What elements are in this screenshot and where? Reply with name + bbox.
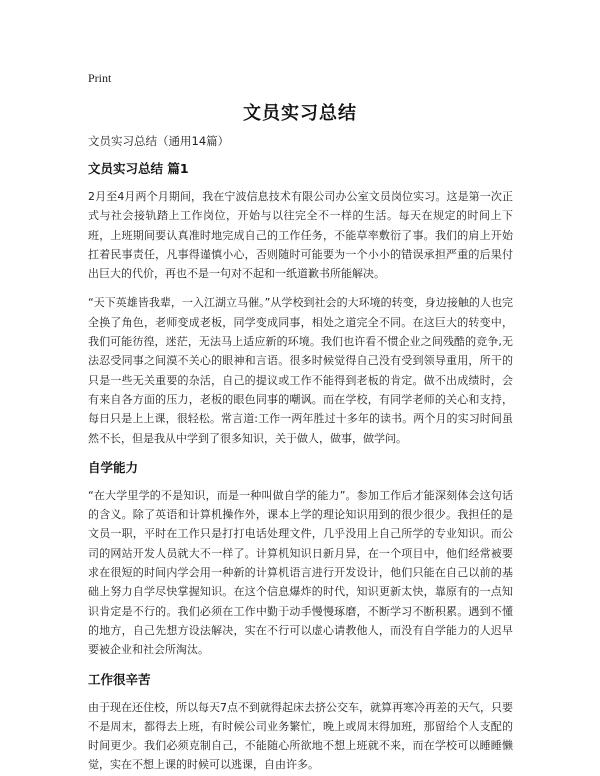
document-subtitle: 文员实习总结（通用14篇） [88,134,230,148]
page-title: 文员实习总结 [243,103,357,124]
print-link[interactable]: Print [88,71,112,85]
paragraph: “在大学里学的不是知识，而是一种叫做自学的能力”。参加工作后才能深刻体会这句话的含义。除了英语和计算机操作外，课本上学的理论知识用到的很少很少。我担任的是文员一职，平时在工作只是打打电话处理文件，几乎没用上自己所学的专业知识。而公司的网站开发人员就大不一样了。计算机知识日新月异，在一个项目中，他们经常被要求在很短的时间内学会用一种新的计算机语言进行开发设计，他们只能在自己以前的基础上努力自学尽快掌握知识。在这个信息爆炸的时代，知识更新太快，靠原有的一点知识肯定是不行的。我们必须在工作中勤于动手慢慢琢磨，不断学习不断积累。遇到不懂的地方，自己先想方设法解决，实在不行可以虚心请教他人，而没有自学能力的人迟早要被企业和社会所淘汰。 [88,488,513,657]
document-body [88,131,513,776]
section-heading: 自学能力 [88,459,139,475]
paragraph: “天下英雄皆我辈，一入江湖立马催。”从学校到社会的大环境的转变，身边接触的人也完全换了角色，老师变成老板，同学变成同事，相处之道完全不同。在这巨大的转变中，我们可能彷徨，迷茫，无法马上适应新的环境。我们也许看不惯企业之间残酷的竞争,无法忍受同事之间漠不关心的眼神和言语。很多时候觉得自己没有受到领导重用，所干的只是一些无关重要的杂活，自己的提议或工作不能得到老板的肯定。做不出成绩时，会有来自各方面的压力，老板的眼色同事的嘲讽。而在学校，有同学老师的关心和支持，每日只是上上课，很轻松。常言道:工作一两年胜过十多年的读书。两个月的实习时间虽然不长，但是我从中学到了很多知识，关于做人，做事，做学问。 [88,296,513,445]
section-heading: 工作很辛苦 [88,671,151,687]
section-heading: 文员实习总结 篇1 [88,161,189,176]
paragraph: 由于现在还住校，所以每天7点不到就得起床去挤公交车，就算再寒冷再差的天气，只要不是周末，都得去上班，有时候公司业务繁忙，晚上或周末得加班，那留给个人支配的时间更少。我们必须克制自己，不能随心所欲地不想上班就不来，而在学校可以睡睡懒觉，实在不想上课的时候可以逃课，自由许多。 [88,700,513,772]
paragraph: 2月至4月两个月期间，我在宁波信息技术有限公司办公室文员岗位实习。这是第一次正式与社会接轨踏上工作岗位，开始与以往完全不一样的生活。每天在规定的时间上下班，上班期间要认真准时地完成自己的工作任务，不能草率敷衍了事。我们的肩上开始扛着民事责任，凡事得谨慎小心，否则随时可能要为一个小小的错误承担严重的后果付出巨大的代价，再也不是一句对不起和一纸道歉书所能解决。 [88,190,513,281]
